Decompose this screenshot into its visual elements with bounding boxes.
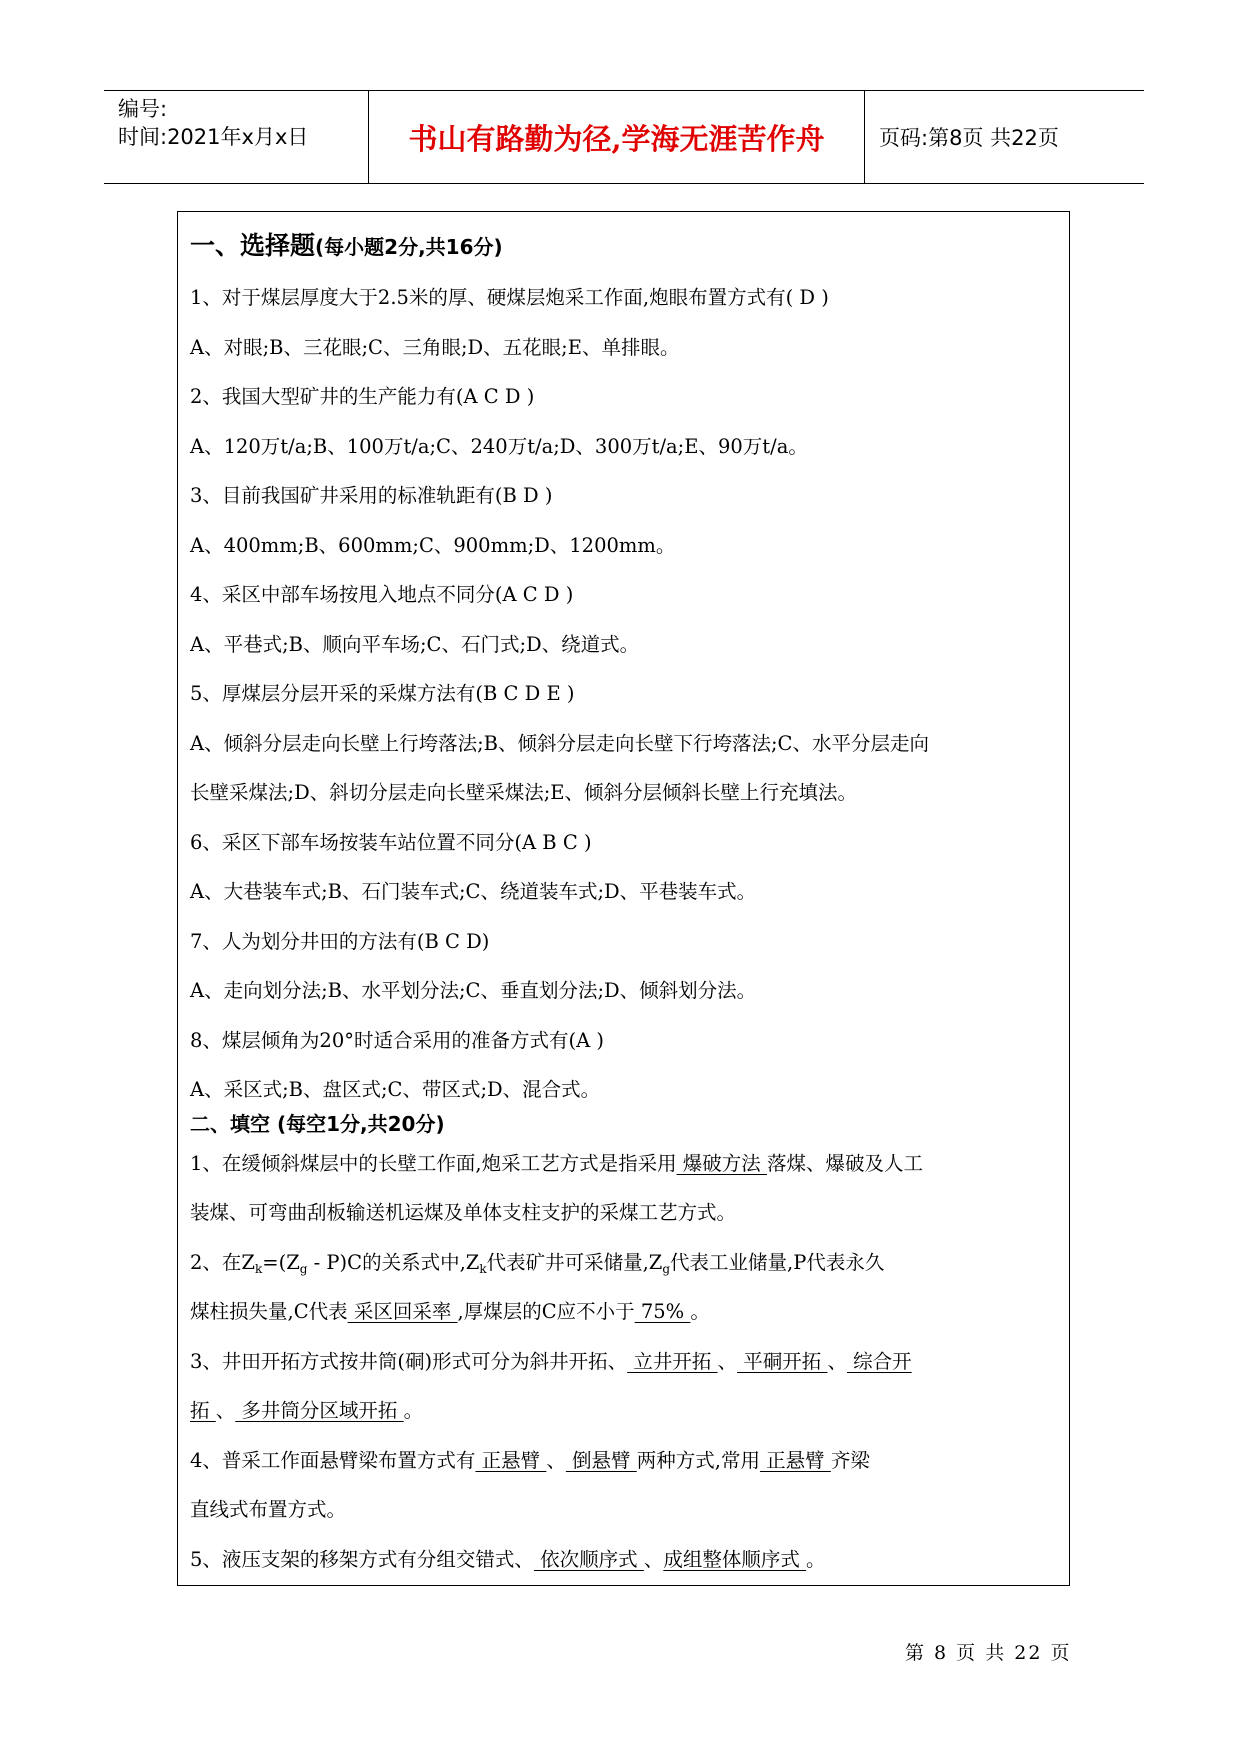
fill-question-1-cont: 装煤、可弯曲刮板输送机运煤及单体支柱支护的采煤工艺方式。 [190, 1201, 737, 1224]
page-header [104, 90, 1144, 184]
text: 代表矿井可采储量,Z [486, 1250, 663, 1274]
header-page-label: 页码:第8页 共22页 [879, 126, 1059, 150]
text: 代表工业储量,P代表永久 [670, 1250, 885, 1274]
question-options: A、平巷式;B、顺向平车场;C、石门式;D、绕道式。 [190, 632, 640, 656]
text: 、 [643, 1547, 664, 1571]
answer-blank: 依次顺序式 [533, 1547, 644, 1571]
answer-blank: 倒悬臂 [565, 1448, 637, 1472]
answer-blank: 立井开拓 [627, 1349, 718, 1373]
text: 落煤、爆破及人工 [767, 1151, 924, 1175]
fill-question-4 [190, 1436, 1059, 1486]
text: 。 [806, 1547, 826, 1571]
section2-title: 二、填空 (每空1分,共20分) [190, 1111, 445, 1136]
text: 煤柱损失量,C代表 [190, 1300, 348, 1323]
subscript: g [299, 1261, 308, 1276]
text: 齐梁 [830, 1448, 870, 1472]
text: ,厚煤层的C应不小于 [457, 1300, 635, 1323]
header-motto: 书山有路勤为径,学海无涯苦作舟 [369, 91, 865, 183]
answer-blank: 75% [634, 1300, 691, 1323]
answer-blank: 平硐开拓 [737, 1349, 828, 1373]
text: 1、在缓倾斜煤层中的长壁工作面,炮采工艺方式是指采用 [190, 1151, 677, 1175]
exam-content-box [177, 211, 1070, 1586]
fill-question-1 [190, 1139, 1059, 1189]
subscript: g [662, 1261, 671, 1276]
text: - P)C的关系式中,Z [307, 1250, 480, 1274]
question-text: 4、采区中部车场按甩入地点不同分(A C D ) [190, 583, 574, 606]
question-options: A、倾斜分层走向长壁上行垮落法;B、倾斜分层走向长壁下行垮落法;C、水平分层走向 [190, 731, 929, 755]
text: 。 [690, 1300, 710, 1323]
question-options: A、大巷装车式;B、石门装车式;C、绕道装车式;D、平巷装车式。 [190, 880, 757, 903]
text: 、 [546, 1448, 566, 1472]
header-meta [104, 91, 369, 183]
answer-blank: 正悬臂 [475, 1448, 547, 1472]
question-text: 7、人为划分井田的方法有(B C D) [190, 929, 490, 953]
text: 两种方式,常用 [636, 1448, 760, 1472]
time-label: 时间:2021年x月x日 [118, 125, 309, 149]
text: =(Z [262, 1250, 300, 1274]
answer-blank: 拓 [190, 1399, 216, 1422]
text: 3、井田开拓方式按井筒(硐)形式可分为斜井开拓、 [190, 1349, 628, 1373]
subscript: k [479, 1261, 487, 1276]
question-text: 8、煤层倾角为20°时适合采用的准备方式有(A ) [190, 1028, 604, 1052]
question-list [190, 273, 1059, 1115]
text: 4、普采工作面悬臂梁布置方式有 [190, 1448, 476, 1472]
section1-heading [190, 229, 1059, 264]
fill-blank-list [190, 1139, 1059, 1585]
number-label: 编号: [118, 97, 168, 121]
text: 、 [717, 1349, 738, 1373]
text: 5、液压支架的移架方式有分组交错式、 [190, 1547, 534, 1571]
question-text: 1、对于煤层厚度大于2.5米的厚、硬煤层炮采工作面,炮眼布置方式有( D ) [190, 286, 829, 309]
fill-question-2-cont [190, 1287, 1059, 1337]
text: 、 [215, 1399, 236, 1422]
section1-title: 一、选择题 [190, 231, 316, 260]
answer-blank: 成组整体顺序式 [663, 1547, 807, 1571]
text: 。 [403, 1399, 424, 1422]
question-text: 2、我国大型矿井的生产能力有(A C D ) [190, 385, 535, 408]
question-text: 5、厚煤层分层开采的采煤方法有(B C D E ) [190, 682, 575, 705]
answer-blank: 正悬臂 [759, 1448, 831, 1472]
section1-note: (每小题2分,共16分) [315, 235, 503, 259]
answer-blank: 多井筒分区域开拓 [235, 1399, 404, 1422]
question-options: A、400mm;B、600mm;C、900mm;D、1200mm。 [190, 533, 676, 557]
fill-question-3-cont [190, 1386, 1059, 1436]
question-options: A、走向划分法;B、水平划分法;C、垂直划分法;D、倾斜划分法。 [190, 979, 757, 1002]
fill-question-5 [190, 1535, 1059, 1585]
question-options: A、采区式;B、盘区式;C、带区式;D、混合式。 [190, 1078, 601, 1101]
text: 、 [827, 1349, 847, 1373]
question-options: A、对眼;B、三花眼;C、三角眼;D、五花眼;E、单排眼。 [190, 335, 680, 359]
answer-blank: 采区回采率 [347, 1300, 458, 1323]
fill-question-3 [190, 1337, 1059, 1387]
answer-blank: 综合开 [846, 1349, 912, 1373]
fill-question-4-cont: 直线式布置方式。 [190, 1498, 347, 1521]
question-options: 长壁采煤法;D、斜切分层走向长壁采煤法;E、倾斜分层倾斜长壁上行充填法。 [190, 781, 858, 804]
question-text: 6、采区下部车场按装车站位置不同分(A B C ) [190, 830, 592, 854]
question-text: 3、目前我国矿井采用的标准轨距有(B D ) [190, 484, 553, 507]
answer-blank: 爆破方法 [676, 1151, 768, 1175]
question-options: A、120万t/a;B、100万t/a;C、240万t/a;D、300万t/a;E、90万t/a。 [190, 434, 808, 458]
fill-question-2 [190, 1238, 1059, 1288]
text: 2、在Z [190, 1250, 255, 1274]
page-footer: 第 8 页 共 22 页 [905, 1642, 1072, 1664]
subscript: k [254, 1261, 263, 1276]
